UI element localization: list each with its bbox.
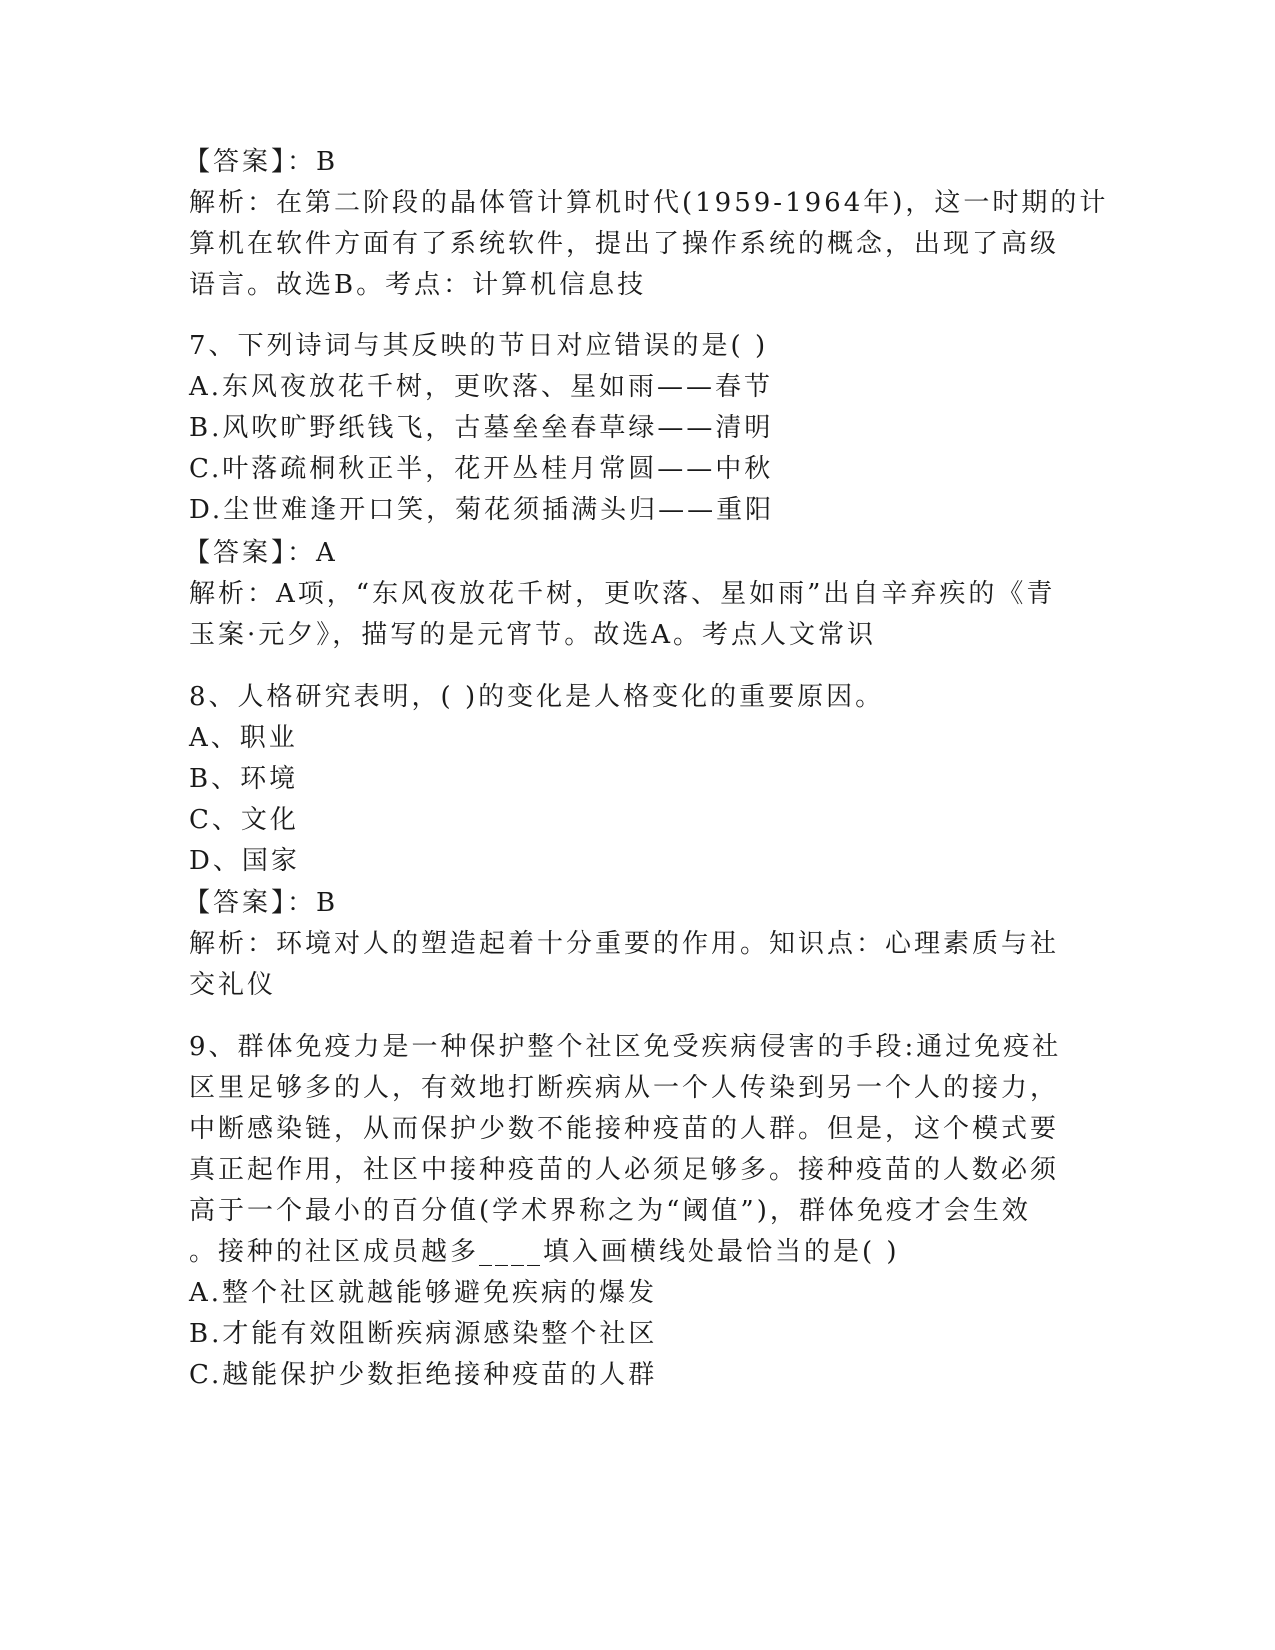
q7-option-c: C.叶落疏桐秋正半，花开丛桂月常圆——中秋 <box>189 454 774 484</box>
q9-question-line: 中断感染链，从而保护少数不能接种疫苗的人群。但是，这个模式要 <box>189 1114 1060 1144</box>
q7-option-a: A.东风夜放花千树，更吹落、星如雨——春节 <box>189 372 774 402</box>
q7-question: 7、下列诗词与其反映的节日对应错误的是( ) <box>189 331 769 361</box>
q9-question-line: 区里足够多的人，有效地打断疾病从一个人传染到另一个人的接力， <box>189 1073 1060 1103</box>
q7-answer: 【答案】：A <box>184 538 338 568</box>
q8-option-a: A、职业 <box>189 723 298 753</box>
q7-analysis-line: 解析：A项，“东风夜放花千树，更吹落、星如雨”出自辛弃疾的《青 <box>189 579 1056 609</box>
q8-analysis-line: 解析：环境对人的塑造起着十分重要的作用。知识点：心理素质与社 <box>189 929 1060 959</box>
q8-answer: 【答案】：B <box>184 888 339 918</box>
q8-question: 8、人格研究表明，( )的变化是人格变化的重要原因。 <box>189 682 885 712</box>
q8-analysis-line: 交礼仪 <box>189 970 277 1000</box>
q6-analysis-line: 算机在软件方面有了系统软件，提出了操作系统的概念，出现了高级 <box>189 229 1060 259</box>
q7-option-d: D.尘世难逢开口笑，菊花须插满头归——重阳 <box>189 495 775 525</box>
q9-question-line: 。接种的社区成员越多____填入画横线处最恰当的是( ) <box>189 1237 900 1267</box>
q8-option-c: C、文化 <box>189 805 299 835</box>
q9-question-line: 9、群体免疫力是一种保护整个社区免受疾病侵害的手段:通过免疫社 <box>189 1032 1062 1062</box>
q6-answer: 【答案】：B <box>184 147 339 177</box>
q9-option-c: C.越能保护少数拒绝接种疫苗的人群 <box>189 1360 658 1390</box>
q8-option-b: B、环境 <box>189 764 299 794</box>
q7-analysis-line: 玉案·元夕》，描写的是元宵节。故选A。考点人文常识 <box>189 620 877 650</box>
q8-option-d: D、国家 <box>189 846 300 876</box>
q9-question-line: 高于一个最小的百分值(学术界称之为“阈值”)，群体免疫才会生效 <box>189 1196 1031 1226</box>
q6-analysis-line: 解析：在第二阶段的晶体管计算机时代(1959-1964年)，这一时期的计 <box>189 188 1109 218</box>
q9-option-a: A.整个社区就越能够避免疾病的爆发 <box>189 1278 658 1308</box>
q9-question-line: 真正起作用，社区中接种疫苗的人必须足够多。接种疫苗的人数必须 <box>189 1155 1060 1185</box>
q7-option-b: B.风吹旷野纸钱飞，古墓垒垒春草绿——清明 <box>189 413 774 443</box>
q6-analysis-line: 语言。故选B。考点：计算机信息技 <box>189 270 647 300</box>
q9-option-b: B.才能有效阻断疾病源感染整个社区 <box>189 1319 658 1349</box>
